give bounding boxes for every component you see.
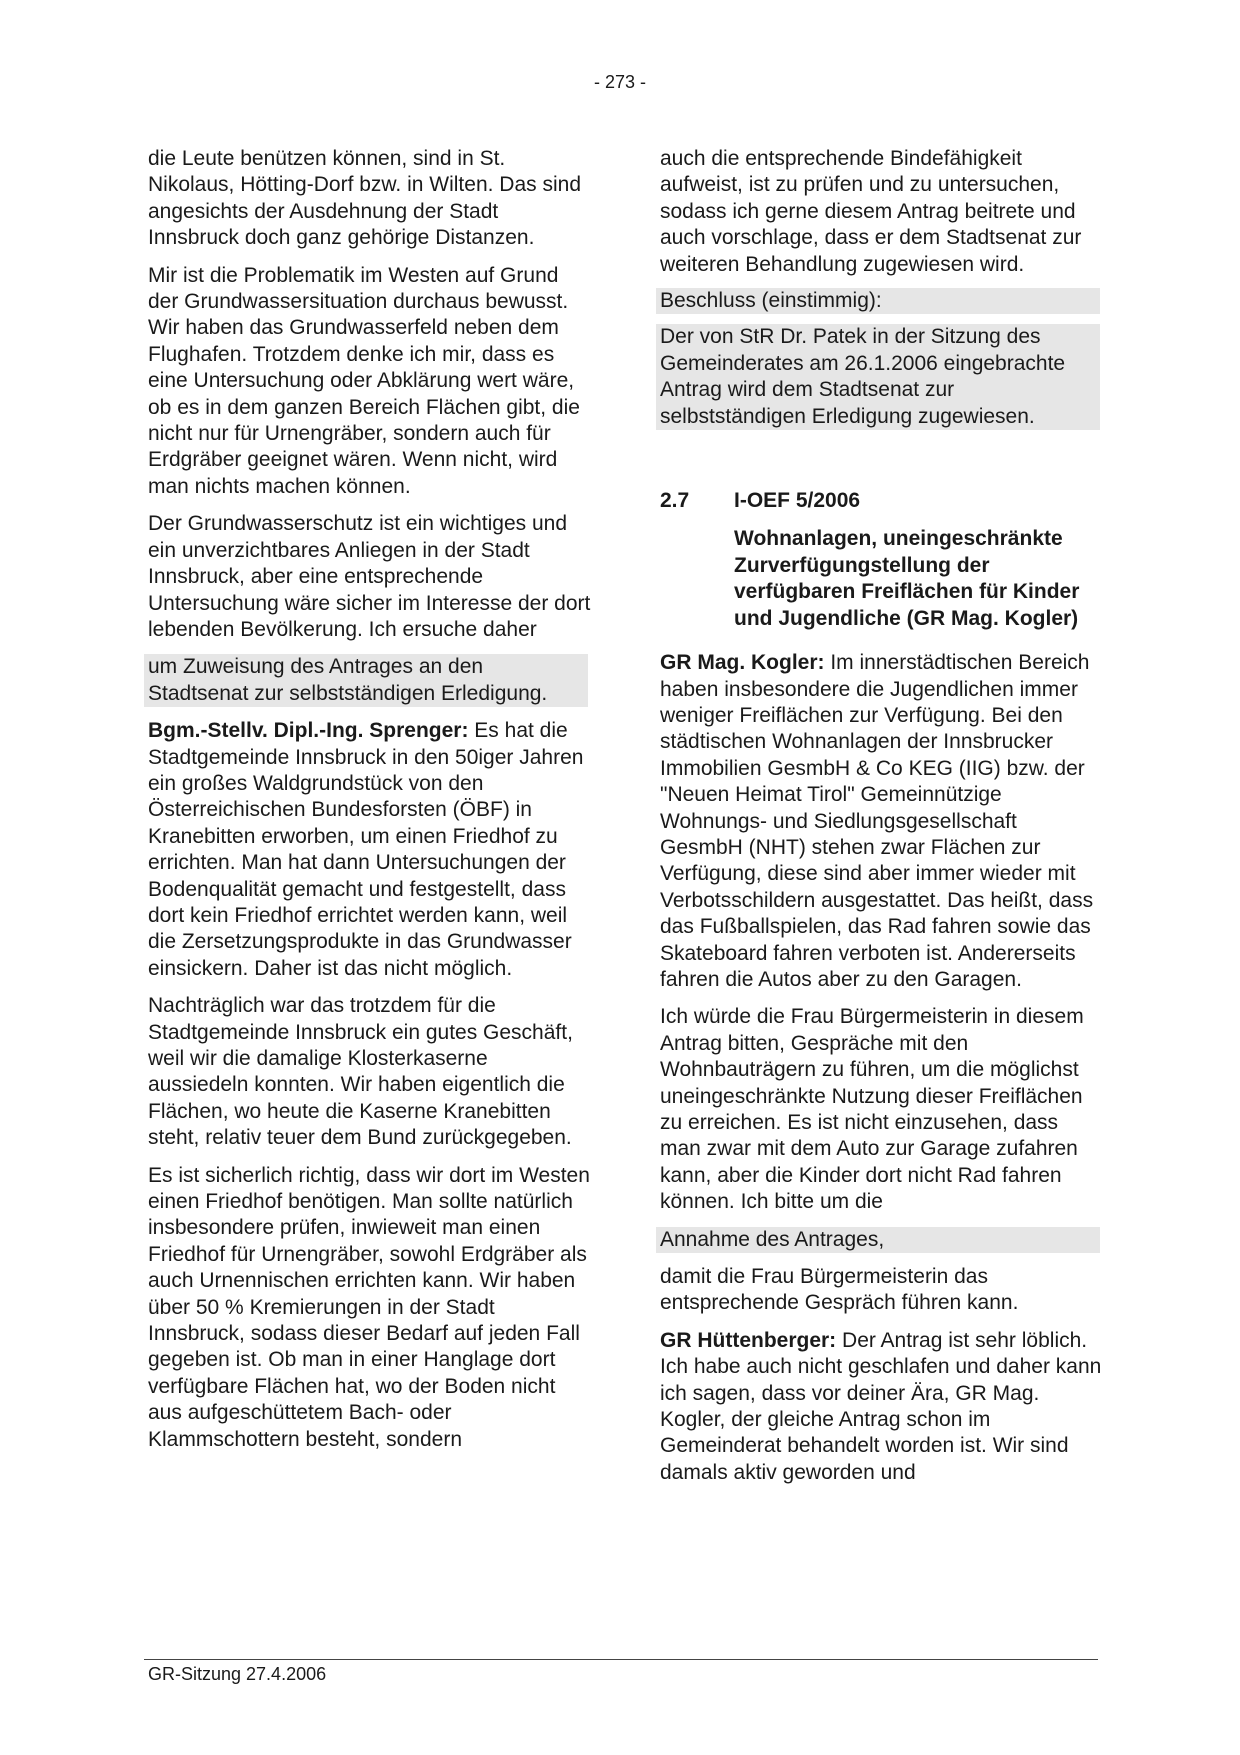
agenda-item-code: I-OEF 5/2006 <box>734 489 861 513</box>
agenda-item-title: Wohnanlagen, uneingeschränkte Zurverfügungstellung der verfügbaren Freiflächen für Kinder und Jugendliche (GR Mag. Kogler) <box>734 527 1080 630</box>
speech-text: Es hat die Stadtgemeinde Innsbruck in den 50iger Jahren ein großes Waldgrundstück von den Österreichischen Bundesforsten (ÖBF) in Kranebitten erworben, um einen Friedhof zu errichten. Man hat dann Untersuchungen der Bodenqualität gemacht und festgestellt, dass dort kein Friedhof errichtet werden kann, weil die Zersetzungsprodukte in das Grundwasser einsickern. Daher ist das nicht möglich. <box>148 719 584 980</box>
speaker-name: Bgm.-Stellv. Dipl.-Ing. Sprenger: <box>148 719 469 743</box>
speech-text: Der Antrag ist sehr löblich. Ich habe auch nicht geschlafen und daher kann ich sagen, dass vor deiner Ära, GR Mag. Kogler, der gleiche Antrag schon im Gemeinderat behandelt worden ist. Wir sind damals aktiv geworden und <box>660 1328 1102 1484</box>
motion-request: um Zuweisung des Antrages an den Stadtsenat zur selbstständigen Erledigung. <box>144 654 588 707</box>
paragraph <box>148 718 592 982</box>
paragraph: Mir ist die Problematik im Westen auf Grund der Grundwassersituation durchaus bewusst. Wir haben das Grundwasserfeld neben dem Flughafen. Trotzdem denke ich mir, dass es eine Untersuchung oder Abklärung wert wäre, ob es in dem ganzen Bereich Flächen gibt, die nicht nur für Urnengräber, sondern auch für Erdgräber geeignet wären. Wenn nicht, wird man nichts machen können. <box>148 263 580 498</box>
agenda-item-number: 2.7 <box>660 489 690 513</box>
resolution-text: Der von StR Dr. Patek in der Sitzung des Gemeinderates am 26.1.2006 eingebrachte Antrag wird dem Stadtsenat zur selbstständigen Erledigung zugewiesen. <box>656 324 1100 430</box>
paragraph: damit die Frau Bürgermeisterin das entsprechende Gespräch führen kann. <box>660 1265 1019 1315</box>
paragraph: Nachträglich war das trotzdem für die Stadtgemeinde Innsbruck ein gutes Geschäft, weil wir die damalige Klosterkaserne aussiedeln konnten. Wir haben eigentlich die Flächen, wo heute die Kaserne Kranebitten steht, relativ teuer dem Bund zurückgegeben. <box>148 994 573 1150</box>
paragraph: auch die entsprechende Bindefähigkeit aufweist, ist zu prüfen und zu untersuchen, sodass ich gerne diesem Antrag beitrete und auch vorschlage, dass er dem Stadtsenat zur weiteren Behandlung zugewiesen wird. <box>660 147 1082 276</box>
paragraph: die Leute benützen können, sind in St. Nikolaus, Hötting-Dorf bzw. in Wilten. Das sind angesichts der Ausdehnung der Stadt Innsbruck doch ganz gehörige Distanzen. <box>148 147 581 250</box>
speaker-name: GR Mag. Kogler: <box>660 651 825 675</box>
paragraph <box>660 650 1104 993</box>
paragraph <box>660 1328 1104 1486</box>
resolution-label: Beschluss (einstimmig): <box>656 288 1100 314</box>
footer-session-date: GR-Sitzung 27.4.2006 <box>148 1664 327 1684</box>
agenda-item-header <box>660 488 1104 514</box>
page-number: - 273 - <box>593 72 647 92</box>
paragraph: Der Grundwasserschutz ist ein wichtiges und ein unverzichtbares Anliegen in der Stadt Innsbruck, aber eine entsprechende Untersuchung wäre sicher im Interesse der dort lebenden Bevölkerung. Ich ersuche daher <box>148 512 591 641</box>
speaker-name: GR Hüttenberger: <box>660 1328 837 1352</box>
paragraph: Ich würde die Frau Bürgermeisterin in diesem Antrag bitten, Gespräche mit den Wohnbauträgern zu führen, um die möglichst uneingeschränkte Nutzung dieser Freiflächen zu erreichen. Es ist nicht einzusehen, dass man zwar mit dem Auto zur Garage zufahren kann, aber die Kinder dort nicht Rad fahren können. Ich bitte um die <box>660 1005 1084 1214</box>
motion-request: Annahme des Antrages, <box>656 1227 1100 1253</box>
footer-divider <box>144 1659 1098 1660</box>
speech-text: Im innerstädtischen Bereich haben insbesondere die Jugendlichen immer weniger Freiflächen zur Verfügung. Bei den städtischen Wohnanlagen der Innsbrucker Immobilien GesmbH & Co KEG (IIG) bzw. der "Neuen Heimat Tirol" Gemeinnützige Wohnungs- und Siedlungsgesellschaft GesmbH (NHT) stehen zwar Flächen zur Verfügung, diese sind aber immer wieder mit Verbotsschildern ausgestattet. Das heißt, dass das Fußballspielen, das Rad fahren sowie das Skateboard fahren verboten ist. Andererseits fahren die Autos aber zu den Garagen. <box>660 651 1094 991</box>
paragraph: Es ist sicherlich richtig, dass wir dort im Westen einen Friedhof benötigen. Man sollte natürlich insbesondere prüfen, inwieweit man einen Friedhof für Urnengräber, sowohl Erdgräber als auch Urnennischen errichten kann. Wir haben über 50 % Kremierungen in der Stadt Innsbruck, sodass dieser Bedarf auf jeden Fall gegeben ist. Ob man in einer Hanglage dort verfügbare Flächen hat, wo der Boden nicht aus aufgeschüttetem Bach- oder Klammschottern besteht, sondern <box>148 1163 590 1451</box>
right-column <box>660 146 1104 1497</box>
left-column <box>148 146 592 1464</box>
agenda-item <box>660 488 1104 632</box>
